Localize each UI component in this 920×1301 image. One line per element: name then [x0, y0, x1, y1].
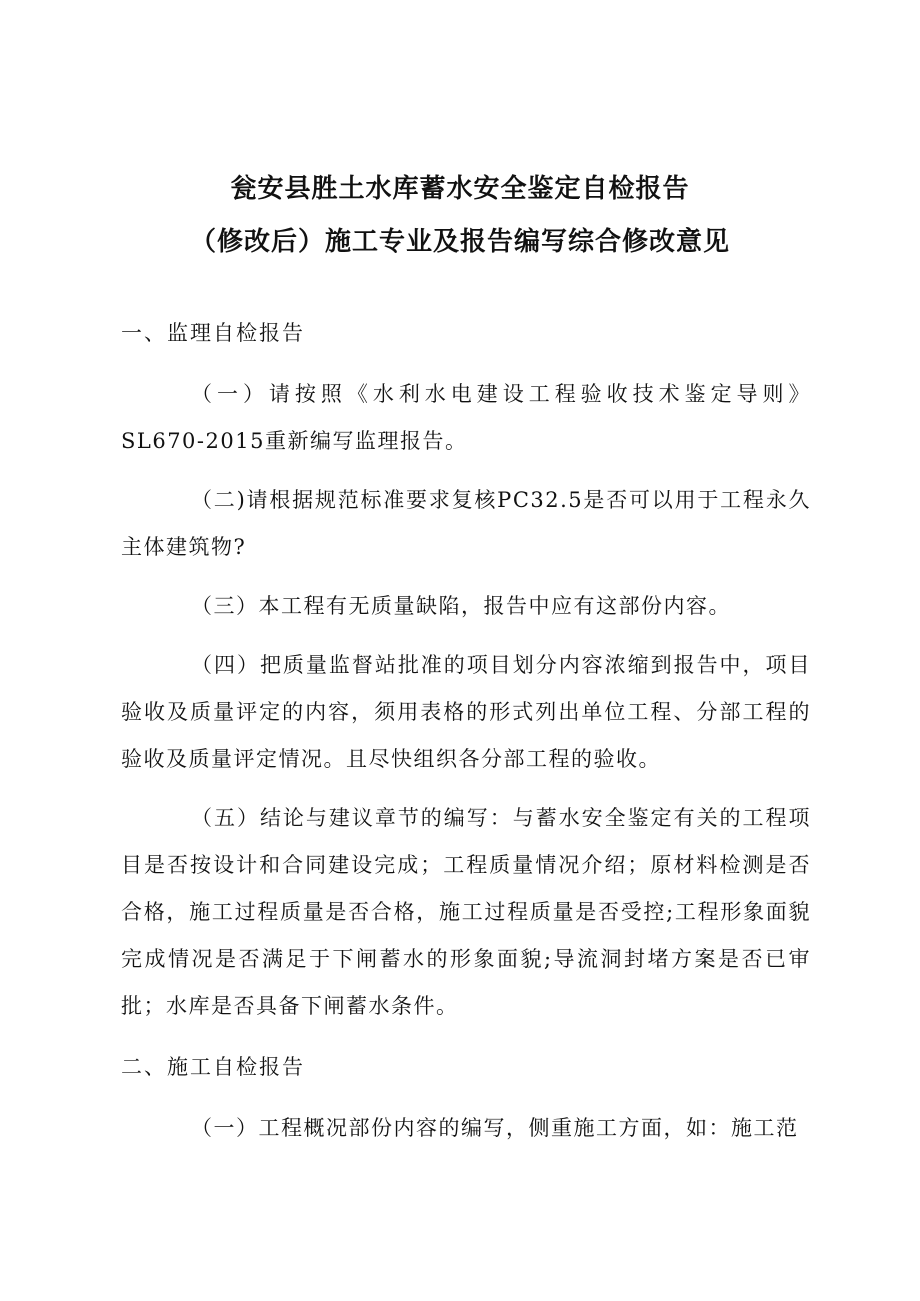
paragraph-1: （一）请按照《水利水电建设工程验收技术鉴定导则》SL670-2015重新编写监理报告。 — [121, 382, 811, 453]
paragraph-5: （五）结论与建议章节的编写：与蓄水安全鉴定有关的工程项目是否按设计和合同建设完成；工程质量情况介绍；原材料检测是否合格，施工过程质量是否合格，施工过程质量是否受控;工程形象面貌完成情况是否满足于下闸蓄水的形象面貌;导流洞封堵方案是否已审批；水库是否具备下闸蓄水条件。 — [121, 806, 811, 1018]
document-title-line-1: 瓮安县胜土水库蓄水安全鉴定自检报告 — [230, 174, 690, 204]
document-title-line-2: （修改后）施工专业及报告编写综合修改意见 — [189, 227, 730, 257]
document-body — [121, 310, 811, 1152]
section-construction — [121, 1044, 811, 1152]
paragraph-6: （一）工程概况部份内容的编写，侧重施工方面，如：施工范 — [191, 1116, 799, 1140]
paragraph-4: （四）把质量监督站批准的项目划分内容浓缩到报告中，项目验收及质量评定的内容，须用表格的形式列出单位工程、分部工程的验收及质量评定情况。且尽快组织各分部工程的验收。 — [121, 653, 811, 771]
section-supervision — [121, 310, 811, 1030]
section-heading-supervision: 一、监理自检报告 — [121, 321, 305, 345]
paragraph-2: （二)请根据规范标准要求复核PC32.5是否可以用于工程永久主体建筑物? — [121, 488, 811, 559]
section-heading-construction: 二、施工自检报告 — [121, 1055, 305, 1079]
paragraph-3: （三）本工程有无质量缺陷，报告中应有这部份内容。 — [191, 594, 731, 618]
